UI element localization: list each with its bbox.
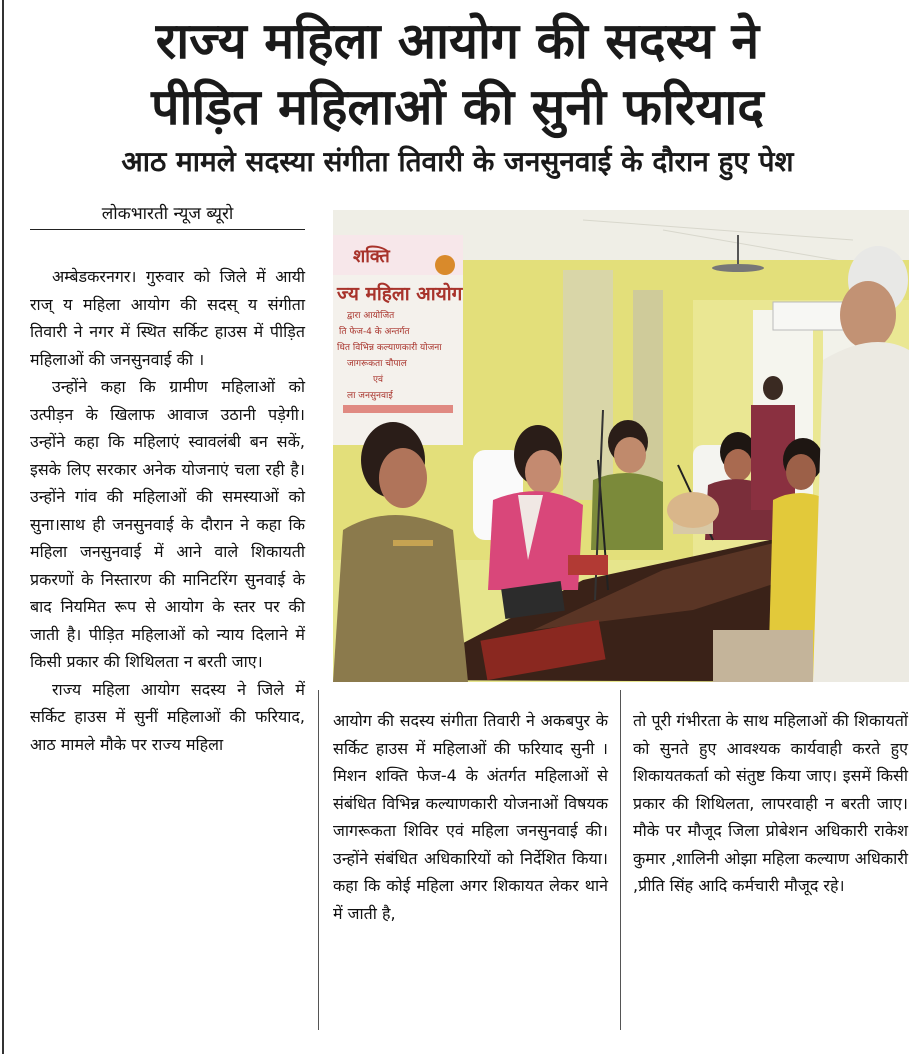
news-photo: [333, 210, 909, 682]
paragraph: उन्होंने कहा कि ग्रामीण महिलाओं को उत्पीड़न के खिलाफ आवाज उठानी पड़ेगी। उन्होंने कहा कि महिलाएं स्वावलंबी बन सकें, इसके लिए सरकार अनेक योजनाएं चला रही है। उन्होंने गांव की महिलाओं की समस्याओं को सुना।साथ ही जनसुनवाई के दौरान ने कहा कि महिला जनसुनवाई में आने वाले शिकायती प्रकरणों के निस्तारण की मानिटरिंग सुनवाई के बाद नियमित रूप से आयोग के स्तर पर की जाती है। पीड़ित महिलाओं को न्याय दिलाने में किसी प्रकार की शिथिलता न बरती जाए।: [30, 377, 305, 671]
subheadline: आठ मामले सदस्या संगीता तिवारी के जनसुनवाई के दौरान हुए पेश: [121, 145, 794, 178]
byline: लोकभारती न्यूज ब्यूरो: [30, 206, 305, 230]
photo-illustration: [333, 210, 909, 682]
banner-line: एवं: [373, 375, 383, 385]
banner-line: ति फेज-4 के अन्तर्गत: [339, 327, 410, 337]
banner-line: ला जनसुनवाई: [347, 391, 393, 401]
column-divider: [318, 690, 319, 1030]
headline-line-1: राज्य महिला आयोग की सदस्य ने: [155, 12, 760, 70]
banner-line: धित विभिन्न कल्याणकारी योजना: [337, 343, 442, 353]
paragraph: आयोग की सदस्य संगीता तिवारी ने अकबपुर के सर्किट हाउस में महिलाओं की फरियाद सुनी । मिशन शक्ति फेज-4 के अंतर्गत महिलाओं से संबंधित विभिन्न कल्याणकारी योजनाओं विषयक जागरूकता शिविर एवं महिला जनसुनवाई की। उन्होंने संबंधित अधिकारियों को निर्देशित किया। कहा कि कोई महिला अगर शिकायत लेकर थाने में जाती है,: [333, 711, 608, 923]
column-divider: [620, 690, 621, 1030]
article-column-3: [633, 707, 908, 900]
paragraph: अम्बेडकरनगर। गुरुवार को जिले में आयी राज् य महिला आयोग की सदस् य संगीता तिवारी ने नगर में स्थित सर्किट हाउस में पीड़ित महिलाओं की जनसुनवाई की ।: [30, 267, 305, 369]
paragraph: राज्य महिला आयोग सदस्य ने जिले में सर्किट हाउस में सुनीं महिलाओं की फरियाद, आठ मामले मौके पर राज्य महिला: [30, 679, 305, 754]
banner-line: जागरूकता चौपाल: [347, 359, 407, 369]
banner-line: द्वारा आयोजित: [347, 311, 395, 321]
headline-line-2: पीड़ित महिलाओं की सुनी फरियाद: [151, 78, 764, 136]
article-column-1: [30, 263, 305, 758]
banner-logo-text: शक्ति: [353, 246, 390, 267]
banner-title: ज्य महिला आयोग: [337, 283, 463, 305]
paragraph: तो पूरी गंभीरता के साथ महिलाओं की शिकायतों को सुनते हुए आवश्यक कार्यवाही करते हुए शिकायतकर्ता को संतुष्ट किया जाए। इसमें किसी प्रकार की शिथिलता, लापरवाही न बरती जाए।मौके पर मौजूद जिला प्रोबेशन अधिकारी राकेश कुमार ,शालिनी ओझा महिला कल्याण अधिकारी ,प्रीति सिंह आदि कर्मचारी मौजूद रहे।: [633, 711, 908, 895]
article-column-2: [333, 707, 608, 927]
